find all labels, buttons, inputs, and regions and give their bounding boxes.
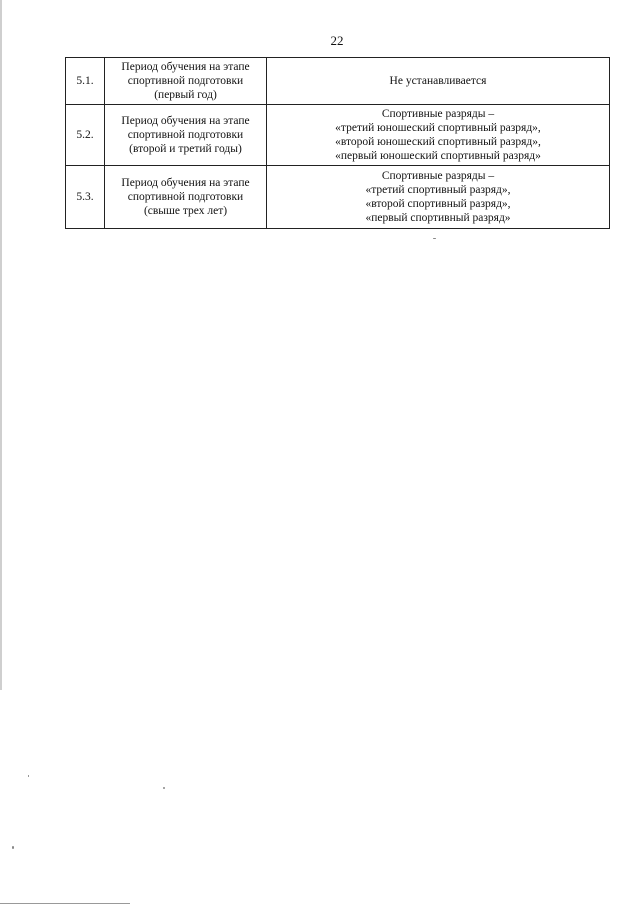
period-cell xyxy=(105,166,267,229)
requirement-line: Спортивные разряды – xyxy=(381,170,495,182)
period-cell xyxy=(105,105,267,166)
table-row xyxy=(66,58,610,105)
requirement-cell xyxy=(267,105,610,166)
requirement-line: Не устанавливается xyxy=(389,75,487,87)
requirement-line: «третий юношеский спортивный разряд», xyxy=(335,122,541,134)
requirement-cell xyxy=(267,166,610,229)
page-number: 22 xyxy=(330,33,344,48)
period-line: спортивной подготовки xyxy=(127,75,244,87)
requirement-line: «второй юношеский спортивный разряд», xyxy=(335,136,541,148)
scan-speck xyxy=(12,846,14,849)
period-line: Период обучения на этапе xyxy=(121,61,250,73)
period-line: спортивной подготовки xyxy=(127,191,244,203)
period-line: спортивной подготовки xyxy=(127,129,244,141)
scan-speck xyxy=(433,238,436,239)
scan-speck xyxy=(28,775,29,777)
period-line: Период обучения на этапе xyxy=(121,177,250,189)
requirement-line: «третий спортивный разряд», xyxy=(365,184,511,196)
requirement-line: «первый спортивный разряд» xyxy=(365,212,511,224)
row-number-cell: 5.3. xyxy=(66,166,105,229)
requirement-cell xyxy=(267,58,610,105)
period-cell xyxy=(105,58,267,105)
scan-left-edge xyxy=(0,0,2,690)
row-number-cell: 5.1. xyxy=(66,58,105,105)
period-line: (второй и третий годы) xyxy=(129,143,242,155)
row-number-cell: 5.2. xyxy=(66,105,105,166)
scan-bottom-rule xyxy=(0,903,130,904)
requirement-line: «первый юношеский спортивный разряд» xyxy=(335,150,541,162)
requirement-line: Спортивные разряды – xyxy=(381,108,495,120)
period-line: (первый год) xyxy=(154,89,217,101)
requirement-line: «второй спортивный разряд», xyxy=(365,198,511,210)
sports-requirements-table xyxy=(65,57,610,229)
table-row xyxy=(66,105,610,166)
period-line: Период обучения на этапе xyxy=(121,115,250,127)
table-row xyxy=(66,166,610,229)
scan-speck xyxy=(163,787,165,789)
period-line: (свыше трех лет) xyxy=(143,205,228,217)
